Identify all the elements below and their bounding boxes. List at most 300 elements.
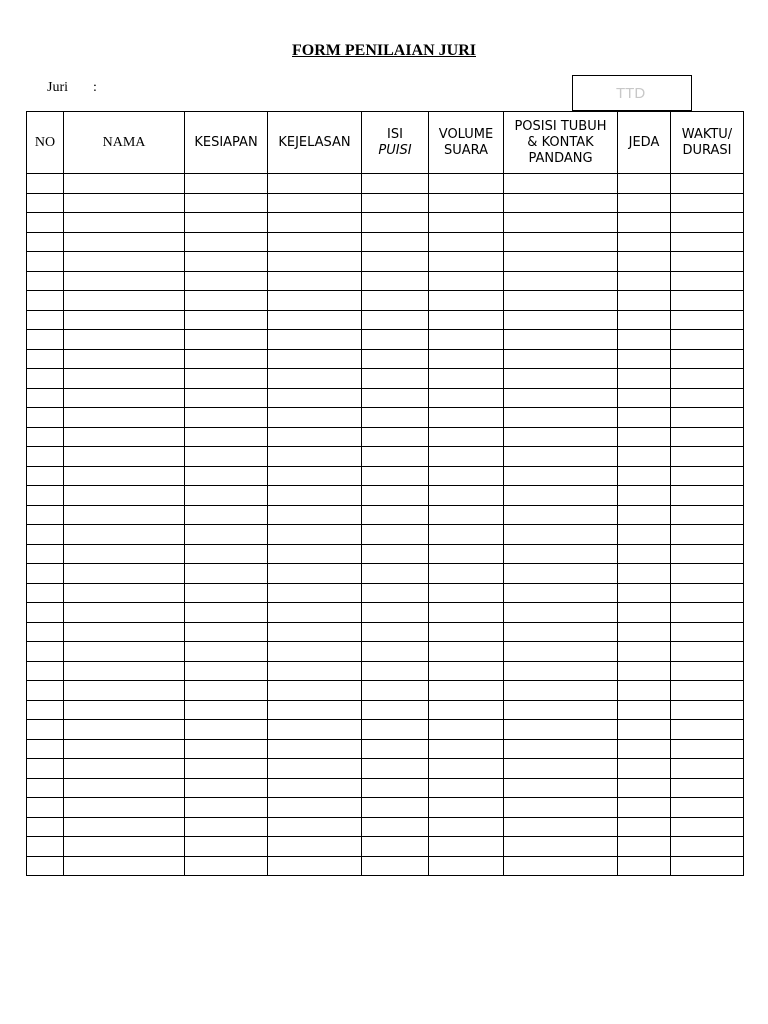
- table-cell: [362, 817, 429, 837]
- table-cell: [504, 525, 618, 545]
- table-cell: [618, 700, 671, 720]
- table-row: [27, 856, 744, 876]
- table-cell: [429, 466, 504, 486]
- table-row: [27, 564, 744, 584]
- table-cell: [185, 798, 268, 818]
- table-cell: [268, 856, 362, 876]
- table-cell: [618, 622, 671, 642]
- table-cell: [362, 856, 429, 876]
- table-cell: [618, 369, 671, 389]
- table-cell: [64, 564, 185, 584]
- table-cell: [618, 837, 671, 857]
- table-cell: [429, 583, 504, 603]
- table-cell: [27, 564, 64, 584]
- table-cell: [671, 622, 744, 642]
- table-cell: [64, 252, 185, 272]
- table-cell: [185, 681, 268, 701]
- table-cell: [27, 174, 64, 194]
- table-cell: [185, 778, 268, 798]
- table-cell: [27, 369, 64, 389]
- table-cell: [671, 525, 744, 545]
- table-cell: [504, 681, 618, 701]
- table-cell: [362, 388, 429, 408]
- table-cell: [671, 174, 744, 194]
- table-cell: [268, 642, 362, 662]
- table-cell: [618, 661, 671, 681]
- table-cell: [504, 622, 618, 642]
- table-cell: [185, 583, 268, 603]
- table-cell: [27, 388, 64, 408]
- table-cell: [64, 720, 185, 740]
- table-cell: [185, 193, 268, 213]
- table-cell: [27, 193, 64, 213]
- table-cell: [268, 681, 362, 701]
- table-cell: [429, 544, 504, 564]
- table-cell: [429, 661, 504, 681]
- table-cell: [504, 486, 618, 506]
- table-cell: [618, 408, 671, 428]
- table-cell: [64, 213, 185, 233]
- table-cell: [185, 817, 268, 837]
- table-cell: [268, 544, 362, 564]
- table-cell: [27, 310, 64, 330]
- table-cell: [362, 408, 429, 428]
- table-cell: [618, 213, 671, 233]
- table-cell: [504, 174, 618, 194]
- header-waktu-durasi: WAKTU/ DURASI: [671, 112, 744, 174]
- table-cell: [185, 310, 268, 330]
- table-row: [27, 544, 744, 564]
- table-cell: [362, 330, 429, 350]
- table-cell: [429, 310, 504, 330]
- header-posisi-tubuh: POSISI TUBUH & KONTAK PANDANG: [504, 112, 618, 174]
- table-cell: [429, 252, 504, 272]
- table-cell: [362, 778, 429, 798]
- table-cell: [671, 408, 744, 428]
- scoring-table: [26, 111, 744, 876]
- table-cell: [185, 271, 268, 291]
- table-row: [27, 681, 744, 701]
- table-cell: [671, 642, 744, 662]
- table-cell: [27, 700, 64, 720]
- table-cell: [268, 759, 362, 779]
- header-kesiapan: KESIAPAN: [185, 112, 268, 174]
- table-cell: [362, 739, 429, 759]
- table-cell: [504, 232, 618, 252]
- juri-label: Juri: [47, 80, 68, 95]
- table-cell: [27, 466, 64, 486]
- table-cell: [362, 642, 429, 662]
- table-cell: [618, 720, 671, 740]
- table-cell: [504, 408, 618, 428]
- table-cell: [362, 700, 429, 720]
- table-cell: [185, 388, 268, 408]
- table-cell: [504, 759, 618, 779]
- table-cell: [27, 798, 64, 818]
- table-cell: [504, 291, 618, 311]
- table-cell: [268, 291, 362, 311]
- table-cell: [429, 778, 504, 798]
- table-row: [27, 466, 744, 486]
- table-cell: [671, 603, 744, 623]
- table-row: [27, 798, 744, 818]
- table-cell: [64, 583, 185, 603]
- table-cell: [268, 466, 362, 486]
- table-cell: [429, 642, 504, 662]
- table-cell: [429, 837, 504, 857]
- table-cell: [64, 349, 185, 369]
- table-cell: [618, 544, 671, 564]
- table-cell: [429, 408, 504, 428]
- table-cell: [64, 642, 185, 662]
- table-cell: [27, 817, 64, 837]
- table-cell: [671, 349, 744, 369]
- table-cell: [504, 330, 618, 350]
- table-cell: [429, 174, 504, 194]
- table-cell: [671, 388, 744, 408]
- table-cell: [268, 661, 362, 681]
- table-cell: [64, 291, 185, 311]
- table-cell: [671, 681, 744, 701]
- table-cell: [362, 369, 429, 389]
- table-row: [27, 837, 744, 857]
- table-cell: [185, 603, 268, 623]
- table-cell: [429, 369, 504, 389]
- table-cell: [185, 466, 268, 486]
- header-no: NO: [27, 112, 64, 174]
- table-row: [27, 291, 744, 311]
- table-cell: [362, 681, 429, 701]
- table-cell: [64, 486, 185, 506]
- table-cell: [27, 447, 64, 467]
- table-cell: [64, 388, 185, 408]
- table-cell: [671, 486, 744, 506]
- table-cell: [185, 408, 268, 428]
- table-cell: [268, 330, 362, 350]
- table-cell: [618, 271, 671, 291]
- table-cell: [618, 505, 671, 525]
- table-cell: [671, 232, 744, 252]
- table-cell: [362, 622, 429, 642]
- table-cell: [27, 486, 64, 506]
- table-cell: [618, 583, 671, 603]
- table-cell: [429, 564, 504, 584]
- table-cell: [671, 544, 744, 564]
- table-row: [27, 193, 744, 213]
- table-cell: [504, 798, 618, 818]
- table-cell: [268, 310, 362, 330]
- table-cell: [504, 661, 618, 681]
- table-row: [27, 603, 744, 623]
- signature-placeholder: TTD: [616, 85, 646, 102]
- table-cell: [362, 447, 429, 467]
- table-cell: [268, 213, 362, 233]
- table-cell: [27, 525, 64, 545]
- table-cell: [504, 310, 618, 330]
- table-cell: [64, 174, 185, 194]
- table-cell: [671, 661, 744, 681]
- table-cell: [268, 369, 362, 389]
- table-cell: [268, 388, 362, 408]
- table-cell: [671, 291, 744, 311]
- table-cell: [618, 447, 671, 467]
- table-cell: [268, 837, 362, 857]
- form-title: FORM PENILAIAN JURI: [292, 42, 476, 59]
- table-cell: [671, 427, 744, 447]
- table-cell: [504, 856, 618, 876]
- table-cell: [64, 856, 185, 876]
- table-row: [27, 661, 744, 681]
- table-cell: [618, 681, 671, 701]
- table-cell: [185, 856, 268, 876]
- table-cell: [64, 817, 185, 837]
- table-cell: [27, 427, 64, 447]
- table-cell: [27, 330, 64, 350]
- table-cell: [429, 349, 504, 369]
- table-cell: [504, 252, 618, 272]
- table-cell: [64, 622, 185, 642]
- table-cell: [618, 427, 671, 447]
- table-cell: [268, 408, 362, 428]
- table-cell: [268, 349, 362, 369]
- table-cell: [27, 213, 64, 233]
- table-cell: [671, 817, 744, 837]
- table-cell: [671, 700, 744, 720]
- table-cell: [64, 408, 185, 428]
- table-cell: [268, 174, 362, 194]
- table-row: [27, 622, 744, 642]
- table-cell: [185, 427, 268, 447]
- table-row: [27, 778, 744, 798]
- table-row: [27, 525, 744, 545]
- table-cell: [27, 252, 64, 272]
- table-cell: [185, 486, 268, 506]
- table-cell: [362, 583, 429, 603]
- table-cell: [504, 349, 618, 369]
- header-jeda: JEDA: [618, 112, 671, 174]
- table-cell: [64, 466, 185, 486]
- table-cell: [429, 505, 504, 525]
- table-cell: [27, 759, 64, 779]
- table-cell: [618, 739, 671, 759]
- table-cell: [504, 603, 618, 623]
- table-cell: [27, 544, 64, 564]
- table-cell: [429, 681, 504, 701]
- table-row: [27, 486, 744, 506]
- table-cell: [671, 466, 744, 486]
- header-volume-suara: VOLUME SUARA: [429, 112, 504, 174]
- table-cell: [671, 447, 744, 467]
- table-cell: [64, 193, 185, 213]
- table-cell: [429, 193, 504, 213]
- table-cell: [185, 447, 268, 467]
- table-cell: [27, 583, 64, 603]
- table-cell: [362, 564, 429, 584]
- table-cell: [429, 817, 504, 837]
- table-cell: [504, 720, 618, 740]
- table-cell: [671, 369, 744, 389]
- table-cell: [27, 232, 64, 252]
- table-cell: [185, 232, 268, 252]
- table-cell: [429, 213, 504, 233]
- table-cell: [362, 291, 429, 311]
- table-cell: [618, 642, 671, 662]
- table-cell: [185, 291, 268, 311]
- table-cell: [27, 505, 64, 525]
- table-cell: [27, 622, 64, 642]
- table-cell: [618, 486, 671, 506]
- table-cell: [268, 486, 362, 506]
- table-cell: [618, 252, 671, 272]
- table-row: [27, 408, 744, 428]
- table-cell: [429, 486, 504, 506]
- table-cell: [618, 778, 671, 798]
- table-cell: [504, 642, 618, 662]
- table-cell: [504, 544, 618, 564]
- table-cell: [504, 427, 618, 447]
- table-cell: [504, 388, 618, 408]
- table-cell: [671, 252, 744, 272]
- table-row: [27, 739, 744, 759]
- table-cell: [618, 310, 671, 330]
- table-cell: [185, 564, 268, 584]
- table-cell: [429, 798, 504, 818]
- table-cell: [185, 525, 268, 545]
- table-cell: [185, 369, 268, 389]
- table-row: [27, 583, 744, 603]
- table-cell: [27, 642, 64, 662]
- table-cell: [64, 271, 185, 291]
- table-cell: [27, 720, 64, 740]
- table-cell: [429, 388, 504, 408]
- table-cell: [268, 505, 362, 525]
- table-row: [27, 369, 744, 389]
- table-cell: [671, 330, 744, 350]
- table-cell: [504, 739, 618, 759]
- table-cell: [362, 213, 429, 233]
- table-cell: [268, 700, 362, 720]
- table-cell: [429, 330, 504, 350]
- table-cell: [64, 837, 185, 857]
- table-cell: [362, 193, 429, 213]
- table-cell: [429, 427, 504, 447]
- table-cell: [362, 232, 429, 252]
- table-row: [27, 720, 744, 740]
- table-cell: [618, 349, 671, 369]
- table-cell: [268, 817, 362, 837]
- table-cell: [504, 837, 618, 857]
- table-cell: [618, 388, 671, 408]
- table-cell: [618, 330, 671, 350]
- table-cell: [504, 466, 618, 486]
- table-cell: [618, 603, 671, 623]
- table-cell: [64, 798, 185, 818]
- table-cell: [362, 505, 429, 525]
- table-cell: [268, 271, 362, 291]
- table-cell: [27, 271, 64, 291]
- table-cell: [362, 174, 429, 194]
- table-cell: [618, 291, 671, 311]
- table-row: [27, 642, 744, 662]
- table-cell: [362, 486, 429, 506]
- table-cell: [504, 700, 618, 720]
- table-cell: [618, 232, 671, 252]
- table-cell: [618, 817, 671, 837]
- table-cell: [671, 271, 744, 291]
- table-cell: [362, 544, 429, 564]
- table-row: [27, 349, 744, 369]
- table-cell: [504, 778, 618, 798]
- table-cell: [27, 408, 64, 428]
- table-cell: [27, 778, 64, 798]
- table-cell: [362, 525, 429, 545]
- table-cell: [185, 544, 268, 564]
- table-cell: [64, 369, 185, 389]
- table-cell: [362, 310, 429, 330]
- table-cell: [185, 720, 268, 740]
- table-cell: [64, 330, 185, 350]
- table-cell: [27, 603, 64, 623]
- table-cell: [671, 856, 744, 876]
- table-cell: [268, 739, 362, 759]
- table-cell: [268, 252, 362, 272]
- table-cell: [429, 271, 504, 291]
- table-cell: [268, 798, 362, 818]
- table-cell: [27, 291, 64, 311]
- table-cell: [268, 720, 362, 740]
- table-cell: [671, 720, 744, 740]
- table-cell: [64, 544, 185, 564]
- table-cell: [429, 291, 504, 311]
- table-cell: [185, 174, 268, 194]
- table-row: [27, 310, 744, 330]
- table-cell: [362, 661, 429, 681]
- table-cell: [268, 564, 362, 584]
- table-cell: [64, 232, 185, 252]
- table-cell: [362, 837, 429, 857]
- table-cell: [429, 720, 504, 740]
- table-cell: [27, 661, 64, 681]
- table-cell: [618, 856, 671, 876]
- table-cell: [504, 817, 618, 837]
- table-row: [27, 700, 744, 720]
- table-cell: [504, 447, 618, 467]
- table-cell: [504, 369, 618, 389]
- table-cell: [429, 603, 504, 623]
- table-cell: [504, 564, 618, 584]
- table-cell: [185, 505, 268, 525]
- table-cell: [618, 174, 671, 194]
- table-cell: [185, 837, 268, 857]
- table-cell: [64, 661, 185, 681]
- table-cell: [268, 778, 362, 798]
- header-kejelasan: KEJELASAN: [268, 112, 362, 174]
- table-cell: [671, 739, 744, 759]
- table-cell: [64, 739, 185, 759]
- table-row: [27, 232, 744, 252]
- table-cell: [185, 739, 268, 759]
- table-cell: [671, 564, 744, 584]
- table-cell: [185, 349, 268, 369]
- table-cell: [504, 213, 618, 233]
- table-cell: [362, 271, 429, 291]
- table-cell: [185, 330, 268, 350]
- table-row: [27, 174, 744, 194]
- table-cell: [504, 271, 618, 291]
- table-row: [27, 759, 744, 779]
- table-cell: [429, 622, 504, 642]
- table-body: [27, 174, 744, 876]
